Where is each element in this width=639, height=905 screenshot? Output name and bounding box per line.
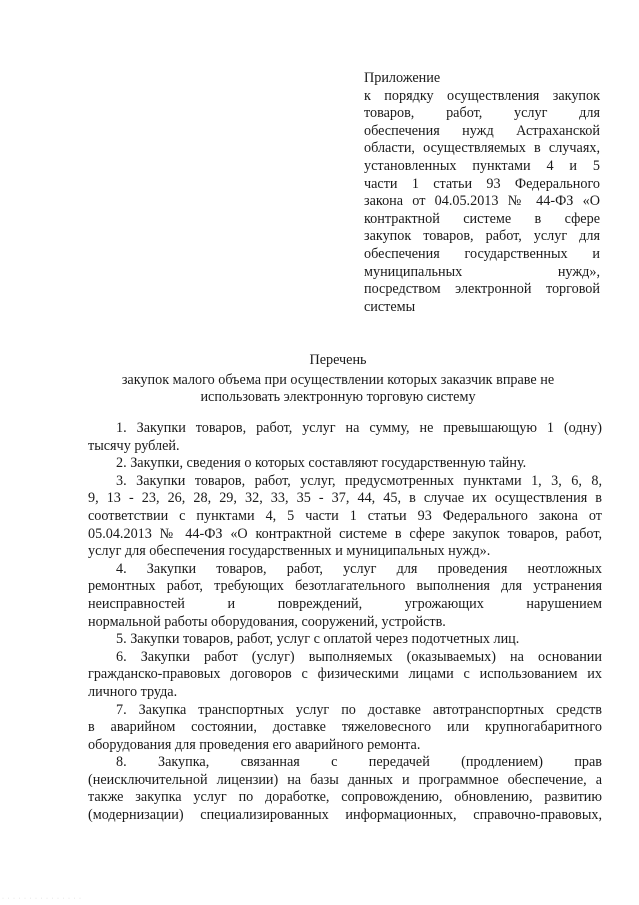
list-item-line: тысячу рублей. — [88, 437, 180, 454]
appendix-line: обеспечения нужд Астраханской — [364, 122, 600, 139]
list-item-line: неисправностей и повреждений, угрожающих нарушением — [88, 595, 602, 612]
list-item-line: 5. Закупки товаров, работ, услуг с оплатой через подотчетных лиц. — [116, 631, 520, 648]
list-subtitle-line: закупок малого объема при осуществлении которых заказчик вправе не — [121, 371, 555, 388]
list-item-line: 6. Закупки работ (услуг) выполняемых (оказываемых) на основании — [116, 648, 602, 665]
appendix-line: закупок товаров, работ, услуг для — [364, 228, 600, 245]
appendix-line: установленных пунктами 4 и 5 — [364, 157, 600, 174]
list-item-line: 4. Закупки товаров, работ, услуг для проведения неотложных — [116, 560, 602, 577]
list-title-block — [88, 352, 588, 407]
list-item-line: личного труда. — [88, 683, 178, 700]
list-item-line: в аварийном состоянии, доставке тяжеловесного или крупногабаритного — [88, 719, 602, 736]
list-item-line: (неисключительной лицензии) на базы данных и программное обеспечение, а — [88, 771, 602, 788]
scan-artifact: · · · · · · · · · · · · · · · — [2, 896, 82, 902]
list-heading: Перечень — [309, 352, 367, 368]
list-item-line: 7. Закупка транспортных услуг по доставке автотранспортных средств — [116, 701, 602, 718]
list-item-line: (модернизации) специализированных информационных, справочно-правовых, — [88, 807, 602, 824]
appendix-line: области, осуществляемых в случаях, — [364, 140, 600, 157]
list-item-line: 05.04.2013 № 44-ФЗ «О контрактной системе в сфере закупок товаров, работ, — [88, 525, 602, 542]
list-body — [88, 420, 602, 825]
appendix-line: системы — [364, 298, 416, 315]
list-item-line: 9, 13 - 23, 26, 28, 29, 32, 33, 35 - 37, 44, 45, в случае их осуществления в — [88, 490, 602, 507]
list-item-line: нормальной работы оборудования, сооружений, устройств. — [88, 613, 446, 630]
appendix-line: посредством электронной торговой — [364, 281, 600, 298]
list-item-line: также закупка услуг по доработке, сопровождению, обновлению, развитию — [88, 789, 602, 806]
appendix-line: муниципальных нужд», — [364, 263, 600, 280]
list-item-line: услуг для обеспечения государственных и муниципальных нужд». — [88, 543, 491, 560]
appendix-line: обеспечения государственных и — [364, 245, 600, 262]
appendix-header — [364, 70, 600, 316]
list-item-line: 1. Закупки товаров, работ, услуг на сумму, не превышающую 1 (одну) — [116, 420, 602, 436]
list-item-line: 3. Закупки товаров, работ, услуг, предусмотренных пунктами 1, 3, 6, 8, — [116, 472, 602, 489]
appendix-line: контрактной системе в сфере — [364, 210, 600, 227]
appendix-line: к порядку осуществления закупок — [364, 87, 600, 104]
appendix-line: товаров, работ, услуг для — [364, 105, 600, 122]
list-item-line: соответствии с пунктами 4, 5 части 1 статьи 93 Федерального закона от — [88, 507, 602, 524]
appendix-line: части 1 статьи 93 Федерального — [364, 175, 600, 192]
list-item-line: ремонтных работ, требующих безотлагательного выполнения для устранения — [88, 578, 602, 595]
list-item-line: 8. Закупка, связанная с передачей (продлением) прав — [116, 754, 602, 771]
list-subtitle-line: использовать электронную торговую систему — [200, 389, 476, 406]
appendix-line: закона от 04.05.2013 № 44-ФЗ «О — [364, 193, 600, 210]
list-item-line: гражданско-правовых договоров с физическими лицами с использованием их — [88, 666, 602, 683]
appendix-title: Приложение — [364, 70, 441, 86]
list-item-line: оборудования для проведения его аварийного ремонта. — [88, 736, 421, 753]
list-item-line: 2. Закупки, сведения о которых составляют государственную тайну. — [116, 455, 527, 472]
